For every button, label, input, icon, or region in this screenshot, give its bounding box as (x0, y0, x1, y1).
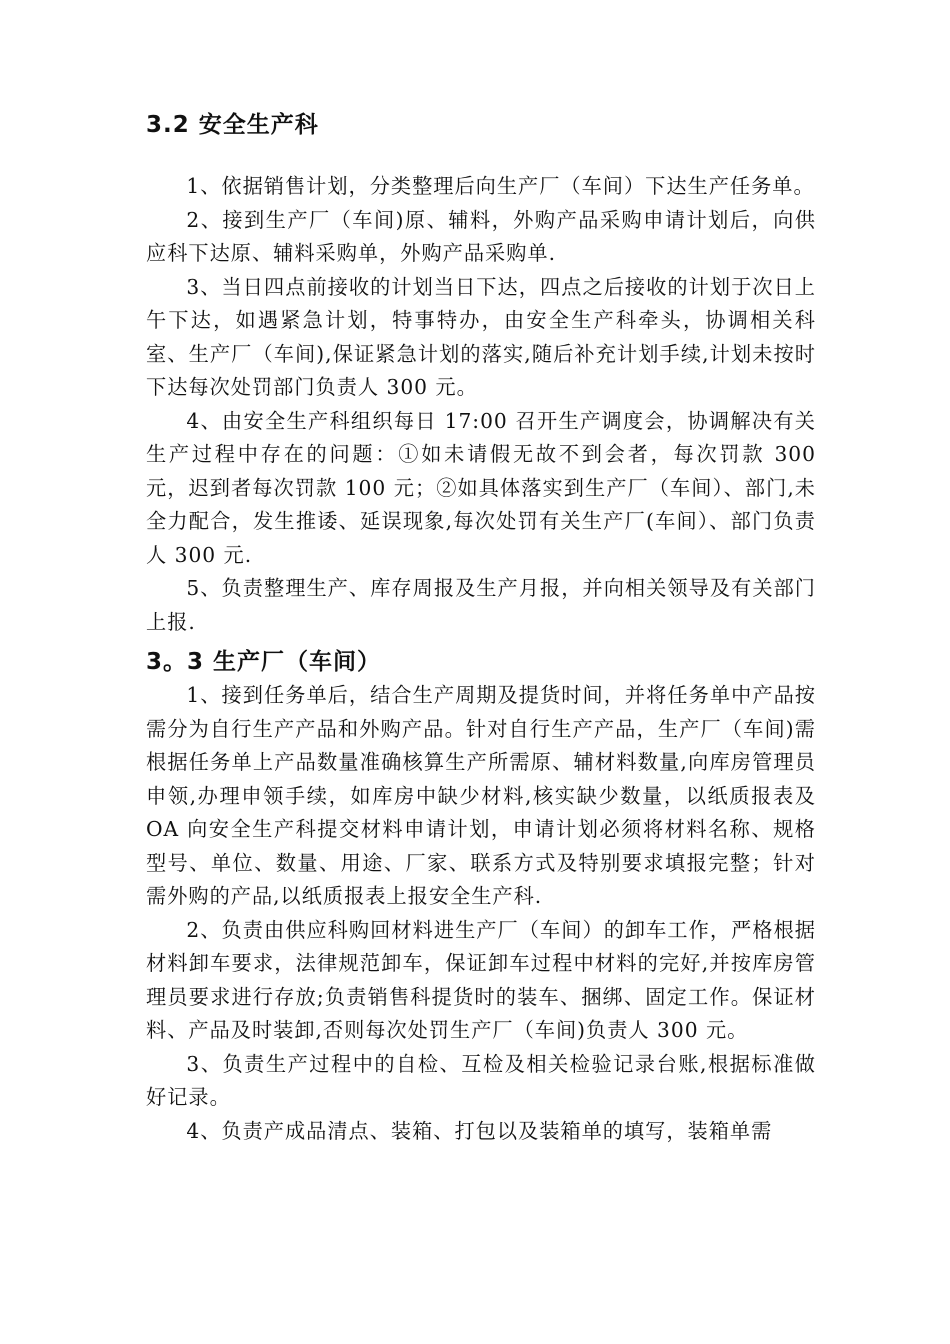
paragraph-3-3-4: 4、负责产成品清点、装箱、打包以及装箱单的填写，装箱单需 (186, 1118, 773, 1143)
section-heading-3-2: 3.2 安全生产科 (146, 112, 319, 138)
paragraph-3-3-1: 1、接到任务单后，结合生产周期及提货时间，并将任务单中产品按需分为自行生产产品和外购产品。针对自行生产产品，生产厂（车间)需根据任务单上产品数量准确核算生产所需原、辅材料数量,向库房管理员申领,办理申领手续，如库房中缺少材料,核实缺少数量，以纸质报表及 OA 向安全生产科提交材料申请计划，申请计划必须将材料名称、规格型号、单位、数量、用途、厂家、联系方式及特别要求填报完整；针对需外购的产品,以纸质报表上报安全生产科. (146, 683, 816, 908)
section-heading-3-3: 3。3 生产厂（车间） (146, 649, 382, 675)
paragraph-3-2-5: 5、负责整理生产、库存周报及生产月报，并向相关领导及有关部门上报. (146, 576, 816, 634)
paragraph-3-3-3: 3、负责生产过程中的自检、互检及相关检验记录台账,根据标准做好记录。 (146, 1051, 816, 1109)
paragraph-3-2-3: 3、当日四点前接收的计划当日下达，四点之后接收的计划于次日上午下达，如遇紧急计划，特事特办，由安全生产科牵头，协调相关科室、生产厂（车间),保证紧急计划的落实,随后补充计划手续,计划未按时下达每次处罚部门负责人 300 元。 (146, 274, 816, 399)
paragraph-3-2-4: 4、由安全生产科组织每日 17:00 召开生产调度会，协调解决有关生产过程中存在的问题：①如未请假无故不到会者，每次罚款 300 元，迟到者每次罚款 100 元；②如具体落实到生产厂（车间）、部门,未全力配合，发生推诿、延误现象,每次处罚有关生产厂(车间）、部门负责人 300 元. (146, 408, 816, 567)
paragraph-3-3-2: 2、负责由供应科购回材料进生产厂（车间）的卸车工作，严格根据材料卸车要求，法律规范卸车，保证卸车过程中材料的完好,并按库房管理员要求进行存放;负责销售科提货时的装车、捆绑、固定工作。保证材料、产品及时装卸,否则每次处罚生产厂（车间)负责人 300 元。 (146, 917, 816, 1042)
paragraph-3-2-2: 2、接到生产厂（车间)原、辅料，外购产品采购申请计划后，向供应科下达原、辅料采购单，外购产品采购单. (146, 207, 816, 265)
document-page (146, 108, 816, 1148)
paragraph-3-2-1: 1、依据销售计划，分类整理后向生产厂（车间）下达生产任务单。 (186, 174, 815, 198)
